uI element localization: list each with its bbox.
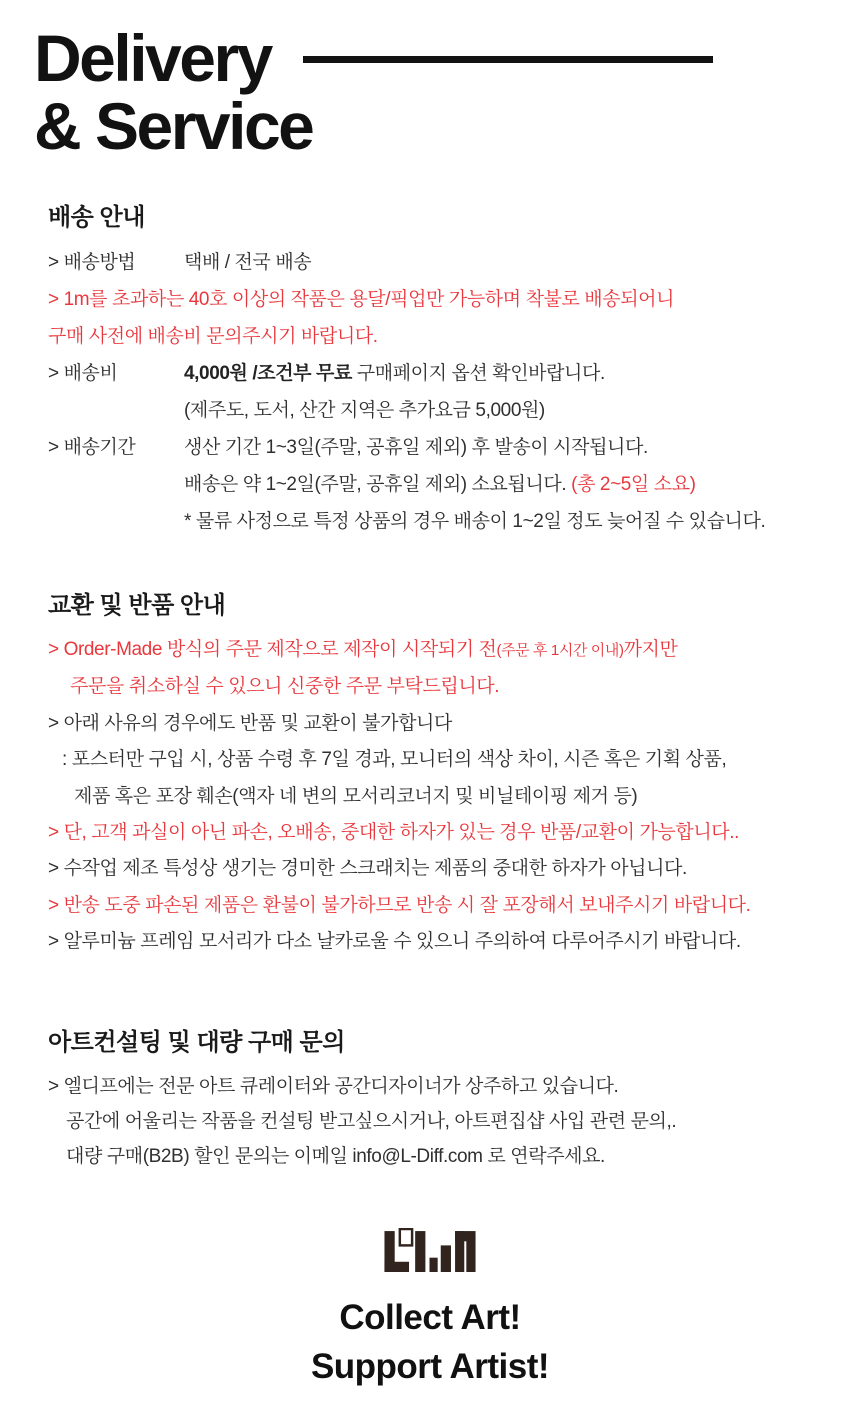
- section-shipping-info: [0, 202, 860, 540]
- returns-item-return-shipping-damage: > 반송 도중 파손된 제품은 환불이 불가하므로 반송 시 잘 포장해서 보내주시기 바랍니다.: [48, 894, 751, 916]
- consulting-line1: > 엘디프에는 전문 아트 큐레이터와 공간디자이너가 상주하고 있습니다.: [48, 1075, 619, 1097]
- consulting-line2: 공간에 어울리는 작품을 컨설팅 받고싶으시거나, 아트편집샵 사입 관련 문의,.: [66, 1110, 677, 1132]
- shipping-period-line2: 배송은 약 1~2일(주말, 공휴일 제외) 소요됩니다. (총 2~5일 소요): [184, 474, 696, 495]
- returns-heading: 교환 및 반품 안내: [48, 592, 226, 619]
- shipping-oversize-note-line2: 구매 사전에 배송비 문의주시기 바랍니다.: [48, 326, 378, 347]
- shipping-oversize-note-line1: > 1m를 초과하는 40호 이상의 작품은 용달/픽업만 가능하며 착불로 배송되어니: [48, 289, 675, 310]
- returns-item-scratch-note: > 수작업 제조 특성상 생기는 경미한 스크래치는 제품의 중대한 하자가 아닙니다.: [48, 858, 687, 880]
- shipping-period-total-days: (총 2~5일 소요): [571, 474, 696, 495]
- section-art-consulting: [0, 1027, 860, 1174]
- shipping-heading: 배송 안내: [48, 204, 145, 231]
- shipping-period-label: > 배송기간: [48, 437, 136, 458]
- returns-item-package-damage: 제품 혹은 포장 훼손(액자 네 변의 모서리코너지 및 비닐테이핑 제거 등): [74, 785, 638, 807]
- slogan-line1: Collect Art!: [339, 1297, 521, 1337]
- returns-item-aluminum-frame-caution: > 알루미늄 프레임 모서리가 다소 날카로울 수 있으니 주의하여 다루어주시기 바랍니다.: [48, 931, 741, 953]
- shipping-fee-value: [184, 355, 820, 429]
- returns-item-no-return-cases: : 포스터만 구입 시, 상품 수령 후 7일 경과, 모니터의 색상 차이, 시즌 혹은 기획 상품,: [62, 749, 727, 771]
- slogan-line2: Support Artist!: [310, 1346, 550, 1386]
- shipping-fee-label: > 배송비: [48, 363, 118, 384]
- contact-email: info@L-Diff.com: [352, 1145, 483, 1167]
- shipping-period-line1: 생산 기간 1~3일(주말, 공휴일 제외) 후 발송이 시작됩니다.: [184, 437, 648, 458]
- returns-cancel-window: (주문 후 1시간 이내): [496, 642, 624, 659]
- l-diff-logo-icon: [384, 1228, 476, 1272]
- shipping-period-line3: * 물류 사정으로 특정 상품의 경우 배송이 1~2일 정도 늦어질 수 있습니다.: [184, 511, 766, 532]
- shipping-period-value: [184, 429, 820, 540]
- consulting-heading: 아트컨설팅 및 대량 구매 문의: [48, 1028, 345, 1056]
- shipping-fee-line1: 4,000원 /조건부 무료 구매페이지 옵션 확인바랍니다.: [184, 363, 605, 384]
- returns-lines: [48, 632, 820, 961]
- shipping-fee-extra: (제주도, 도서, 산간 지역은 추가요금 5,000원): [184, 400, 545, 421]
- title-line1: Delivery: [34, 21, 271, 95]
- returns-item-no-return-intro: > 아래 사유의 경우에도 반품 및 교환이 불가합니다: [48, 712, 452, 734]
- shipping-method-row: [48, 244, 820, 281]
- shipping-period-row: [48, 429, 820, 540]
- shipping-method-value: 택배 / 전국 배송: [184, 252, 312, 273]
- shipping-fee-row: [48, 355, 820, 429]
- slogan: [0, 1293, 860, 1391]
- title-line2: & Service: [34, 89, 313, 163]
- title-rule: [303, 56, 713, 63]
- returns-item-exception: > 단, 고객 과실이 아닌 파손, 오배송, 중대한 하자가 있는 경우 반품/교환이 가능합니다..: [48, 822, 739, 844]
- consulting-line3: 대량 구매(B2B) 할인 문의는 이메일 info@L-Diff.com 로 연락주세요.: [66, 1145, 605, 1167]
- consulting-lines: [48, 1069, 820, 1174]
- footer: [0, 1228, 860, 1391]
- returns-order-made-line2: 주문을 취소하실 수 있으니 신중한 주문 부탁드립니다.: [70, 676, 500, 698]
- section-exchange-return-info: [0, 590, 860, 961]
- returns-order-made-line1: > Order-Made 방식의 주문 제작으로 제작이 시작되기 전(주문 후 1시간 이내)까지만: [48, 639, 678, 660]
- shipping-fee-amount: 4,000원 /조건부 무료: [184, 363, 352, 384]
- page-title: [0, 0, 860, 163]
- shipping-method-label: > 배송방법: [48, 252, 136, 273]
